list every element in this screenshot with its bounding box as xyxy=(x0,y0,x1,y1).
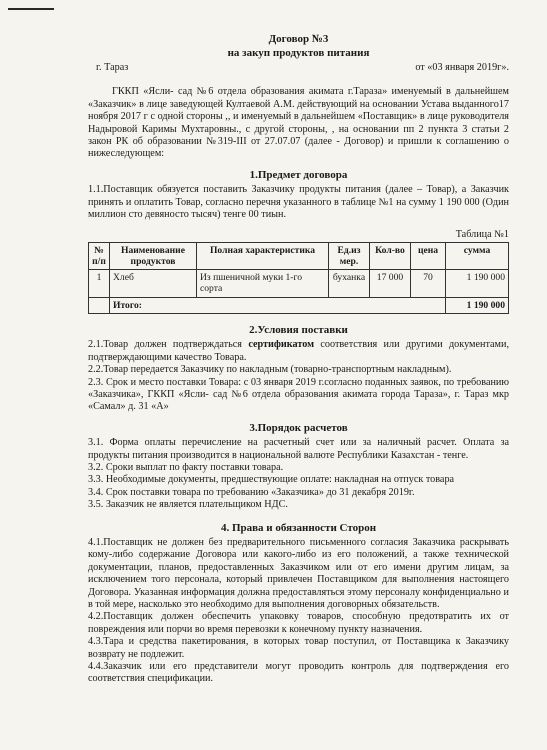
cell-price: 70 xyxy=(411,270,446,297)
col-product-name: Наименование продуктов xyxy=(110,242,197,269)
table-row xyxy=(89,270,509,297)
col-number: № п/п xyxy=(89,242,110,269)
section-3-p4: 3.4. Срок поставки товара по требованию «Заказчика» до 31 декабря 2019г. xyxy=(88,486,415,498)
total-value: 1 190 000 xyxy=(446,297,509,313)
place-date-row xyxy=(96,62,509,74)
scan-mark xyxy=(8,8,54,10)
cell-unit: буханка xyxy=(329,270,370,297)
section-2-p2: 2.2.Товар передается Заказчику по накладным (товарно-транспортным накладным). xyxy=(88,364,452,376)
cell-number: 1 xyxy=(89,270,110,297)
section-4-heading: 4. Права и обязанности Сторон xyxy=(220,521,377,534)
products-table xyxy=(88,242,509,314)
section-3-p3: 3.3. Необходимые документы, предшествующие оплате: накладная на отпуск товара xyxy=(88,474,455,486)
section-2-p1-part-c: соответствия или другими документами, подтверждающими качество Товара. xyxy=(88,339,510,363)
contract-date: от «03 января 2019г». xyxy=(415,62,509,73)
cell-description: Из пшеничной муки 1-го сорта xyxy=(197,270,329,297)
table-total-row xyxy=(89,297,509,313)
section-3-p5: 3.5. Заказчик не является плательщиком НДС. xyxy=(88,499,288,511)
section-4-p4: 4.4.Заказчик или его представители могут проводить контроль для подтверждения его соответствия спецификации. xyxy=(88,661,509,685)
city: г. Тараз xyxy=(96,62,129,73)
section-2-p3: 2.3. Срок и место поставки Товара: с 03 января 2019 г.согласно поданных заявок, по требованию «Заказчика», ГККП «Ясли- сад №6 отдела образования акимата города Тараза», г. Тараз мкр «Самал» д. 31 «А» xyxy=(88,376,509,413)
cell-sum: 1 190 000 xyxy=(446,270,509,297)
cell-product-name: Хлеб xyxy=(110,270,197,297)
col-unit: Ед.из мер. xyxy=(329,242,370,269)
preamble: ГККП «Ясли- сад №6 отдела образования акимата г.Тараза» именуемый в дальнейшем «Заказчик» в лице заведующей Култаевой А.М. действующий на основании Устава выданного17 ноября 2017 г с одной стороны ,, и именуемый в дальнейшем «Поставщик» в лице руководителя Надыровой Каримы Мухтаровны., с другой стороны, , на основании пп 2 пункта 3 статьи 2 закон РК об образовании №319-III от 27.07.07 (далее - Договор) и пришли к соглашению о нижеследующем: xyxy=(88,86,509,160)
total-label: Итого: xyxy=(110,297,446,313)
section-3-p1: 3.1. Форма оплаты перечисление на расчетный счет или за наличный расчет. Оплата за продукты питания производится в национальной валюте Республики Казахстан - тенге. xyxy=(88,437,509,461)
col-description: Полная характеристика xyxy=(197,242,329,269)
col-price: цена xyxy=(411,242,446,269)
section-2-p1 xyxy=(88,339,509,364)
section-4-p2: 4.2.Поставщик должен обеспечить упаковку товаров, способную предотвратить их от повреждения или порчи во время перевозки к конечному пункту назначения. xyxy=(88,611,509,635)
table-caption: Таблица №1 xyxy=(455,229,509,241)
certificate-word: сертификатом xyxy=(248,339,315,351)
section-3-heading: 3.Порядок расчетов xyxy=(249,421,348,434)
contract-subtitle: на закуп продуктов питания xyxy=(227,47,370,59)
section-1-heading: 1.Предмет договора xyxy=(249,168,348,181)
col-quantity: Кол-во xyxy=(370,242,411,269)
section-4-p3: 4.3.Тара и средства пакетирования, в которых товар поступил, от Поставщика к Заказчику возврату не подлежит. xyxy=(88,636,509,660)
table-header-row xyxy=(89,242,509,269)
cell-quantity: 17 000 xyxy=(370,270,411,297)
section-2-p1-part-a: 2.1.Товар должен подтверждаться xyxy=(88,339,249,351)
contract-title: Договор №3 xyxy=(268,33,329,45)
cell-empty xyxy=(89,297,110,313)
section-2-heading: 2.Условия поставки xyxy=(249,323,348,336)
section-3-p2: 3.2. Сроки выплат по факту поставки товара. xyxy=(88,461,284,473)
section-4-p1: 4.1.Поставщик не должен без предварительного письменного согласия Заказчика раскрывать кому-либо содержание Договора или какого-либо из его положений, а также технической документации, планов, предоставленных Заказчиком или от его имени другим лицам, за исключением того персонала, который привлечен Поставщиком для выполнения настоящего Договора. Указанная информация должна предоставляться этому персоналу конфиденциально и в той мере, насколько это необходимо для выполнения договорных обязательств. xyxy=(88,536,509,611)
col-sum: сумма xyxy=(446,242,509,269)
section-1-p1: 1.1.Поставщик обязуется поставить Заказчику продукты питания (далее – Товар), а Заказчик принять и оплатить Товар, согласно перечня указанного в таблице №1 на сумму 1 190 000 (Один миллион сто девяносто тысяч) тенге 00 тиын. xyxy=(88,184,509,221)
